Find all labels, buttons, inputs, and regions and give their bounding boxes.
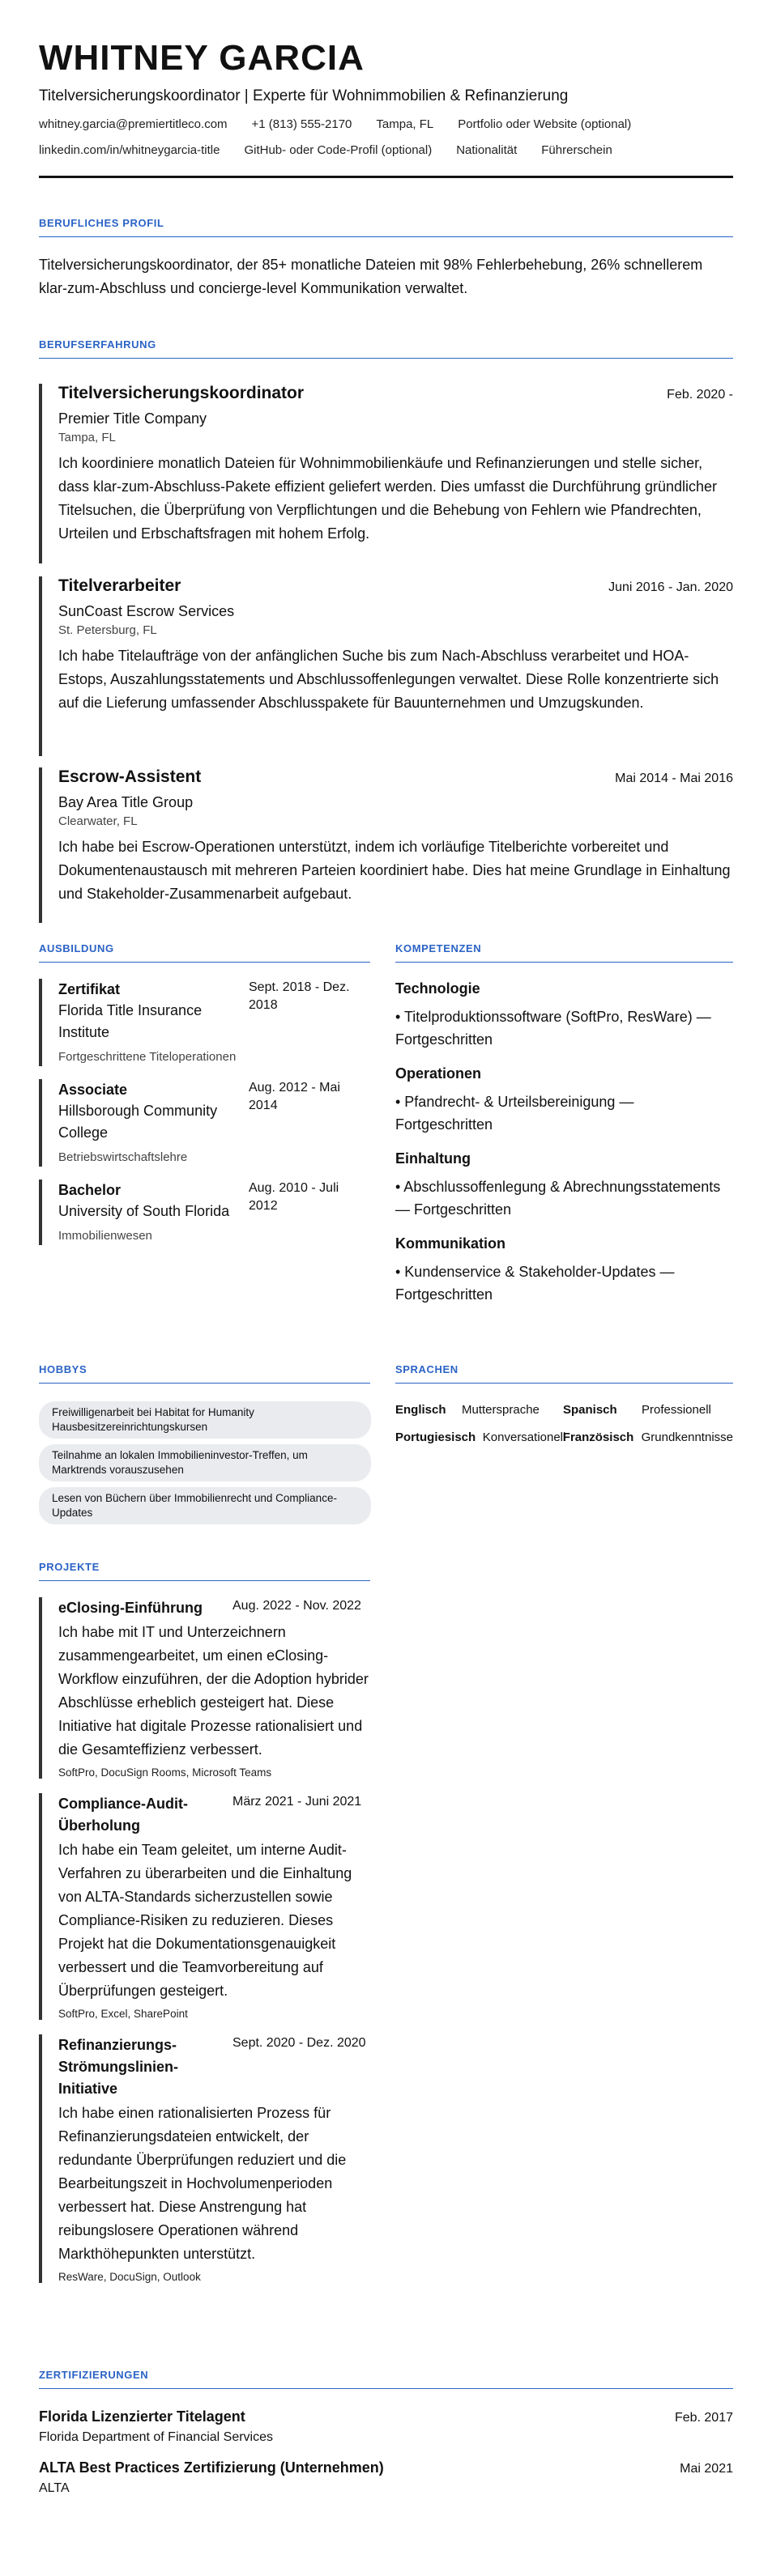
profile-section	[39, 217, 733, 300]
job-date: Juni 2016 - Jan. 2020	[608, 580, 733, 594]
experience-section	[39, 338, 733, 359]
job-location: Clearwater, FL	[58, 814, 138, 828]
project-tech: SoftPro, Excel, SharePoint	[58, 2008, 188, 2020]
project-description: Ich habe ein Team geleitet, um interne Audit-Verfahren zu überarbeiten und die Einhaltung von ALTA-Standards sicherzustellen sowie Compliance-Risiken zu reduzieren. Dieses Projekt hat die Dokumentationsgenauigkeit verbessert und die Teamvorbereitung auf Überprüfungen gesteigert.	[58, 1842, 352, 1999]
candidate-name: WHITNEY GARCIA	[39, 38, 365, 78]
hobby-tag: Lesen von Büchern über Immobilienrecht und Compliance-Updates	[39, 1487, 371, 1524]
hobby-tag: Teilnahme an lokalen Immobilieninvestor-Treffen, um Marktrends vorauszusehen	[39, 1444, 371, 1481]
project-title: eClosing-Einführung	[58, 1600, 203, 1616]
language-row	[395, 1401, 733, 1419]
project-item	[39, 2034, 370, 2283]
job-date: Feb. 2020 -	[667, 388, 733, 402]
skills-heading: KOMPETENZEN	[395, 942, 733, 963]
project-tech: SoftPro, DocuSign Rooms, Microsoft Teams	[58, 1766, 272, 1779]
project-title: Compliance-Audit-Überholung	[58, 1796, 188, 1834]
languages-heading: SPRACHEN	[395, 1363, 733, 1384]
education-date: Sept. 2018 - Dez. 2018	[249, 980, 350, 1012]
certification-date: Mai 2021	[680, 2462, 733, 2476]
projects-section	[39, 1561, 370, 2283]
skill-group-title: Operationen	[395, 1065, 482, 1082]
education-field: Betriebswirtschaftslehre	[58, 1150, 188, 1164]
skill-group	[395, 1065, 733, 1136]
language-row	[395, 1429, 733, 1447]
profile-text: Titelversicherungskoordinator, der 85+ monatliche Dateien mit 98% Fehlerbehebung, 26% schnellerem klar-zum-Abschluss und concierge-level Kommunikation verwaltet.	[39, 257, 703, 296]
skill-item: • Pfandrecht- & Urteilsbereinigung — Fortgeschritten	[395, 1094, 634, 1133]
job-company: SunCoast Escrow Services	[58, 603, 235, 619]
certification-issuer: Florida Department of Financial Services	[39, 2430, 274, 2444]
hobbies-heading: HOBBYS	[39, 1363, 370, 1384]
project-title: Refinanzierungs-Strömungslinien-Initiative	[58, 2037, 178, 2097]
hobby-tag: Freiwilligenarbeit bei Habitat for Humanity Hausbesitzereinrichtungskursen	[39, 1401, 371, 1439]
job-title: Titelversicherungskoordinator	[58, 384, 305, 402]
education-field: Fortgeschrittene Titeloperationen	[58, 1050, 237, 1064]
job-company: Bay Area Title Group	[58, 794, 194, 810]
job-item	[39, 767, 733, 923]
skills-section	[395, 942, 733, 1306]
language-level: Professionell	[642, 1403, 711, 1417]
project-tech: ResWare, DocuSign, Outlook	[58, 2271, 201, 2283]
education-date: Aug. 2012 - Mai 2014	[249, 1081, 340, 1112]
education-heading: AUSBILDUNG	[39, 942, 370, 963]
project-description: Ich habe mit IT und Unterzeichnern zusammengearbeitet, um einen eClosing-Workflow einzuführen, der die Adoption hybrider Abschlüsse erheblich gesteigert hat. Diese Initiative hat digitale Prozesse rationalisiert und die Gesamteffizienz verbessert.	[58, 1624, 369, 1758]
education-school: Florida Title Insurance Institute	[58, 1002, 203, 1040]
education-degree: Bachelor	[58, 1182, 122, 1198]
header-divider	[39, 176, 733, 178]
resume-header	[39, 0, 733, 178]
project-item	[39, 1597, 370, 1779]
contact-row-2	[39, 142, 733, 159]
job-description: Ich koordiniere monatlich Dateien für Wohnimmobilienkäufe und Refinanzierungen und stelle sicher, dass klar-zum-Abschluss-Pakete effizient geliefert werden. Dies umfasst die Durchführung gründlicher Titelsuchen, die Überprüfung von Verpflichtungen und die Behebung von Fehlern wie Pfandrechten, Urteilen und Erbschaftsfragen mit hohem Erfolg.	[58, 455, 718, 542]
certification-name: Florida Lizenzierter Titelagent	[39, 2408, 245, 2425]
job-description: Ich habe Titelaufträge von der anfänglichen Suche bis zum Nach-Abschluss verarbeitet und HOA-Estops, Auszahlungsstatements und Abschlussoffenlegungen verwaltet. Diese Rolle konzentrierte sich auf die Lieferung umfassender Abschlusspakete für Bauunternehmen und Umzugskunden.	[58, 648, 719, 711]
skill-group-title: Technologie	[395, 980, 480, 997]
project-item	[39, 1793, 370, 2020]
project-date: Sept. 2020 - Dez. 2020	[232, 2036, 366, 2050]
education-item	[39, 1180, 370, 1245]
job-item	[39, 576, 733, 756]
education-item	[39, 979, 370, 1066]
certifications-section	[39, 2369, 733, 2496]
profile-heading: BERUFLICHES PROFIL	[39, 217, 733, 237]
education-section	[39, 942, 370, 1245]
languages-section	[395, 1363, 733, 1456]
contact-linkedin[interactable]: linkedin.com/in/whitneygarcia-title	[39, 143, 220, 157]
contact-nationality: Nationalität	[456, 143, 518, 157]
language-level: Konversationell	[482, 1430, 566, 1444]
education-field: Immobilienwesen	[58, 1229, 152, 1243]
language-name: Portugiesisch	[395, 1430, 476, 1444]
contact-phone[interactable]: +1 (813) 555-2170	[251, 117, 352, 131]
job-location: St. Petersburg, FL	[58, 623, 157, 637]
job-location: Tampa, FL	[58, 431, 116, 444]
skill-group-title: Einhaltung	[395, 1150, 471, 1167]
skill-group	[395, 1150, 733, 1221]
job-item	[39, 384, 733, 563]
skill-group	[395, 1235, 733, 1306]
certification-name: ALTA Best Practices Zertifizierung (Unternehmen)	[39, 2459, 384, 2476]
project-date: Aug. 2022 - Nov. 2022	[232, 1599, 361, 1613]
language-name: Französisch	[562, 1430, 634, 1444]
skill-item: • Kundenservice & Stakeholder-Updates — Fortgeschritten	[395, 1264, 675, 1303]
hobbies-section	[39, 1363, 370, 1530]
contact-email[interactable]: whitney.garcia@premiertitleco.com	[39, 117, 228, 131]
project-description: Ich habe einen rationalisierten Prozess für Refinanzierungsdateien entwickelt, der redundante Überprüfungen reduziert und die Bearbeitungszeit in Hochvolumenperioden verbessert hat. Diese Anstrengung hat reibungslosere Operationen während Markthöhepunkten unterstützt.	[58, 2105, 347, 2262]
certification-date: Feb. 2017	[674, 2411, 733, 2425]
job-title: Escrow-Assistent	[58, 767, 202, 786]
project-date: März 2021 - Juni 2021	[232, 1795, 362, 1809]
skill-item: • Titelproduktionssoftware (SoftPro, ResWare) — Fortgeschritten	[395, 1009, 711, 1048]
language-name: Spanisch	[563, 1403, 617, 1417]
skill-item: • Abschlussoffenlegung & Abrechnungsstatements — Fortgeschritten	[395, 1179, 721, 1218]
education-school: University of South Florida	[58, 1203, 230, 1219]
certification-item	[39, 2459, 733, 2496]
certification-issuer: ALTA	[39, 2481, 70, 2495]
contact-portfolio[interactable]: Portfolio oder Website (optional)	[458, 117, 632, 131]
education-school: Hillsborough Community College	[58, 1103, 218, 1141]
experience-heading: BERUFSERFAHRUNG	[39, 338, 733, 359]
certifications-heading: ZERTIFIZIERUNGEN	[39, 2369, 733, 2389]
skill-group	[395, 980, 733, 1051]
job-company: Premier Title Company	[58, 410, 207, 427]
education-item	[39, 1079, 370, 1167]
contact-github[interactable]: GitHub- oder Code-Profil (optional)	[244, 143, 433, 157]
contact-row-1	[39, 117, 733, 133]
job-title: Titelverarbeiter	[58, 576, 181, 595]
language-level: Muttersprache	[462, 1403, 540, 1417]
contact-license: Führerschein	[541, 143, 612, 157]
language-name: Englisch	[395, 1403, 446, 1417]
projects-heading: PROJEKTE	[39, 1561, 370, 1581]
language-level: Grundkenntnisse	[641, 1430, 733, 1444]
job-date: Mai 2014 - Mai 2016	[615, 772, 733, 785]
candidate-subtitle: Titelversicherungskoordinator | Experte für Wohnimmobilien & Refinanzierung	[39, 87, 569, 104]
education-degree: Zertifikat	[58, 981, 121, 997]
education-date: Aug. 2010 - Juli 2012	[249, 1181, 339, 1213]
contact-location: Tampa, FL	[376, 117, 434, 131]
job-description: Ich habe bei Escrow-Operationen unterstützt, indem ich vorläufige Titelberichte vorbereitet und Dokumentenaustausch mit mehreren Parteien koordiniert habe. Dies hat meine Grundlage in Einhaltung und Stakeholder-Zusammenarbeit aufgebaut.	[58, 839, 731, 902]
certification-item	[39, 2408, 733, 2445]
skill-group-title: Kommunikation	[395, 1235, 506, 1252]
education-degree: Associate	[58, 1082, 128, 1098]
